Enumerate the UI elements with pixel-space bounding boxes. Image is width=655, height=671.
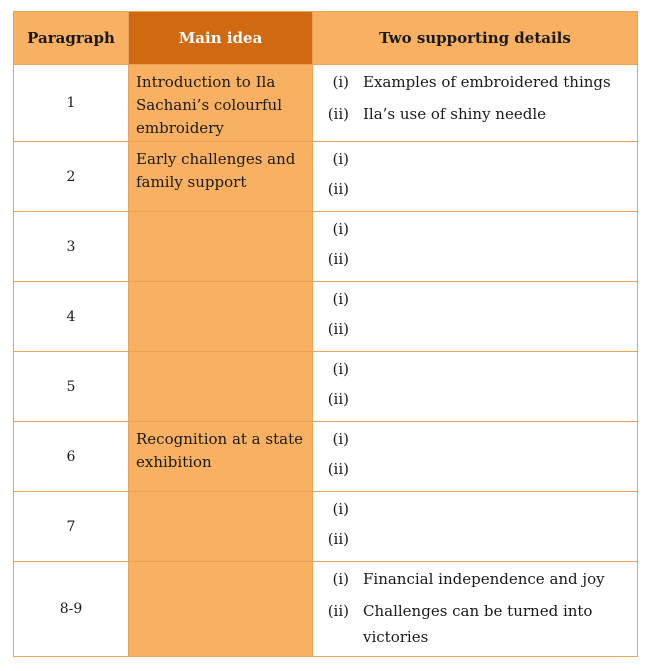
detail-text[interactable] — [349, 356, 637, 380]
details-cell — [313, 492, 638, 562]
detail-text[interactable] — [349, 176, 637, 200]
detail-text: Challenges can be turned into victories — [363, 602, 593, 646]
table-row — [14, 492, 638, 562]
paragraph-number: 7 — [14, 492, 129, 562]
marker-ii: (ii) — [327, 250, 349, 268]
header-main-idea: Main idea — [129, 12, 313, 65]
table-row — [14, 422, 638, 492]
main-idea-cell[interactable] — [129, 352, 313, 422]
details-cell — [313, 65, 638, 142]
details-cell — [313, 142, 638, 212]
table-row — [14, 352, 638, 422]
details-cell — [313, 422, 638, 492]
paragraph-number: 4 — [14, 282, 129, 352]
header-row — [14, 12, 638, 65]
main-idea-cell[interactable] — [129, 492, 313, 562]
detail-text[interactable] — [349, 456, 637, 480]
header-paragraph: Paragraph — [14, 12, 129, 65]
marker-i: (i) — [332, 150, 349, 168]
detail-text: Ila’s use of shiny needle — [363, 105, 547, 123]
detail-text[interactable] — [349, 216, 637, 240]
main-idea-table — [13, 11, 638, 657]
details-cell — [313, 282, 638, 352]
marker-i: (i) — [332, 290, 349, 308]
detail-text[interactable] — [349, 496, 637, 520]
paragraph-number: 5 — [14, 352, 129, 422]
main-idea-cell: Introduction to Ila Sachani’s colourful embroidery — [129, 65, 313, 142]
table-row — [14, 142, 638, 212]
marker-i: (i) — [332, 360, 349, 378]
detail-text[interactable] — [349, 286, 637, 310]
table-row — [14, 282, 638, 352]
detail-text[interactable] — [349, 146, 637, 170]
details-cell — [313, 562, 638, 657]
table-row — [14, 65, 638, 142]
marker-ii: (ii) — [327, 320, 349, 338]
details-cell — [313, 352, 638, 422]
table-row — [14, 562, 638, 657]
paragraph-number: 1 — [14, 65, 129, 142]
main-idea-cell[interactable] — [129, 282, 313, 352]
main-idea-cell: Early challenges and family support — [129, 142, 313, 212]
detail-text: Financial independence and joy — [363, 570, 605, 588]
main-idea-cell[interactable] — [129, 212, 313, 282]
marker-ii: (ii) — [327, 530, 349, 548]
paragraph-number: 8-9 — [14, 562, 129, 657]
marker-ii: (ii) — [327, 105, 349, 123]
header-details: Two supporting details — [313, 12, 638, 65]
marker-i: (i) — [332, 220, 349, 238]
marker-i: (i) — [332, 500, 349, 518]
table-row — [14, 212, 638, 282]
detail-text: Examples of embroidered things — [363, 73, 611, 91]
main-idea-cell[interactable] — [129, 562, 313, 657]
marker-ii: (ii) — [327, 390, 349, 408]
detail-text[interactable] — [349, 426, 637, 450]
marker-i: (i) — [332, 570, 349, 588]
details-cell — [313, 212, 638, 282]
detail-text[interactable] — [349, 246, 637, 270]
marker-i: (i) — [332, 430, 349, 448]
main-idea-cell: Recognition at a state exhibition — [129, 422, 313, 492]
marker-ii: (ii) — [327, 180, 349, 198]
detail-text[interactable] — [349, 386, 637, 410]
detail-text[interactable] — [349, 316, 637, 340]
paragraph-number: 3 — [14, 212, 129, 282]
marker-i: (i) — [332, 73, 349, 91]
paragraph-number: 2 — [14, 142, 129, 212]
marker-ii: (ii) — [327, 602, 349, 620]
detail-text[interactable] — [349, 526, 637, 550]
paragraph-number: 6 — [14, 422, 129, 492]
marker-ii: (ii) — [327, 460, 349, 478]
